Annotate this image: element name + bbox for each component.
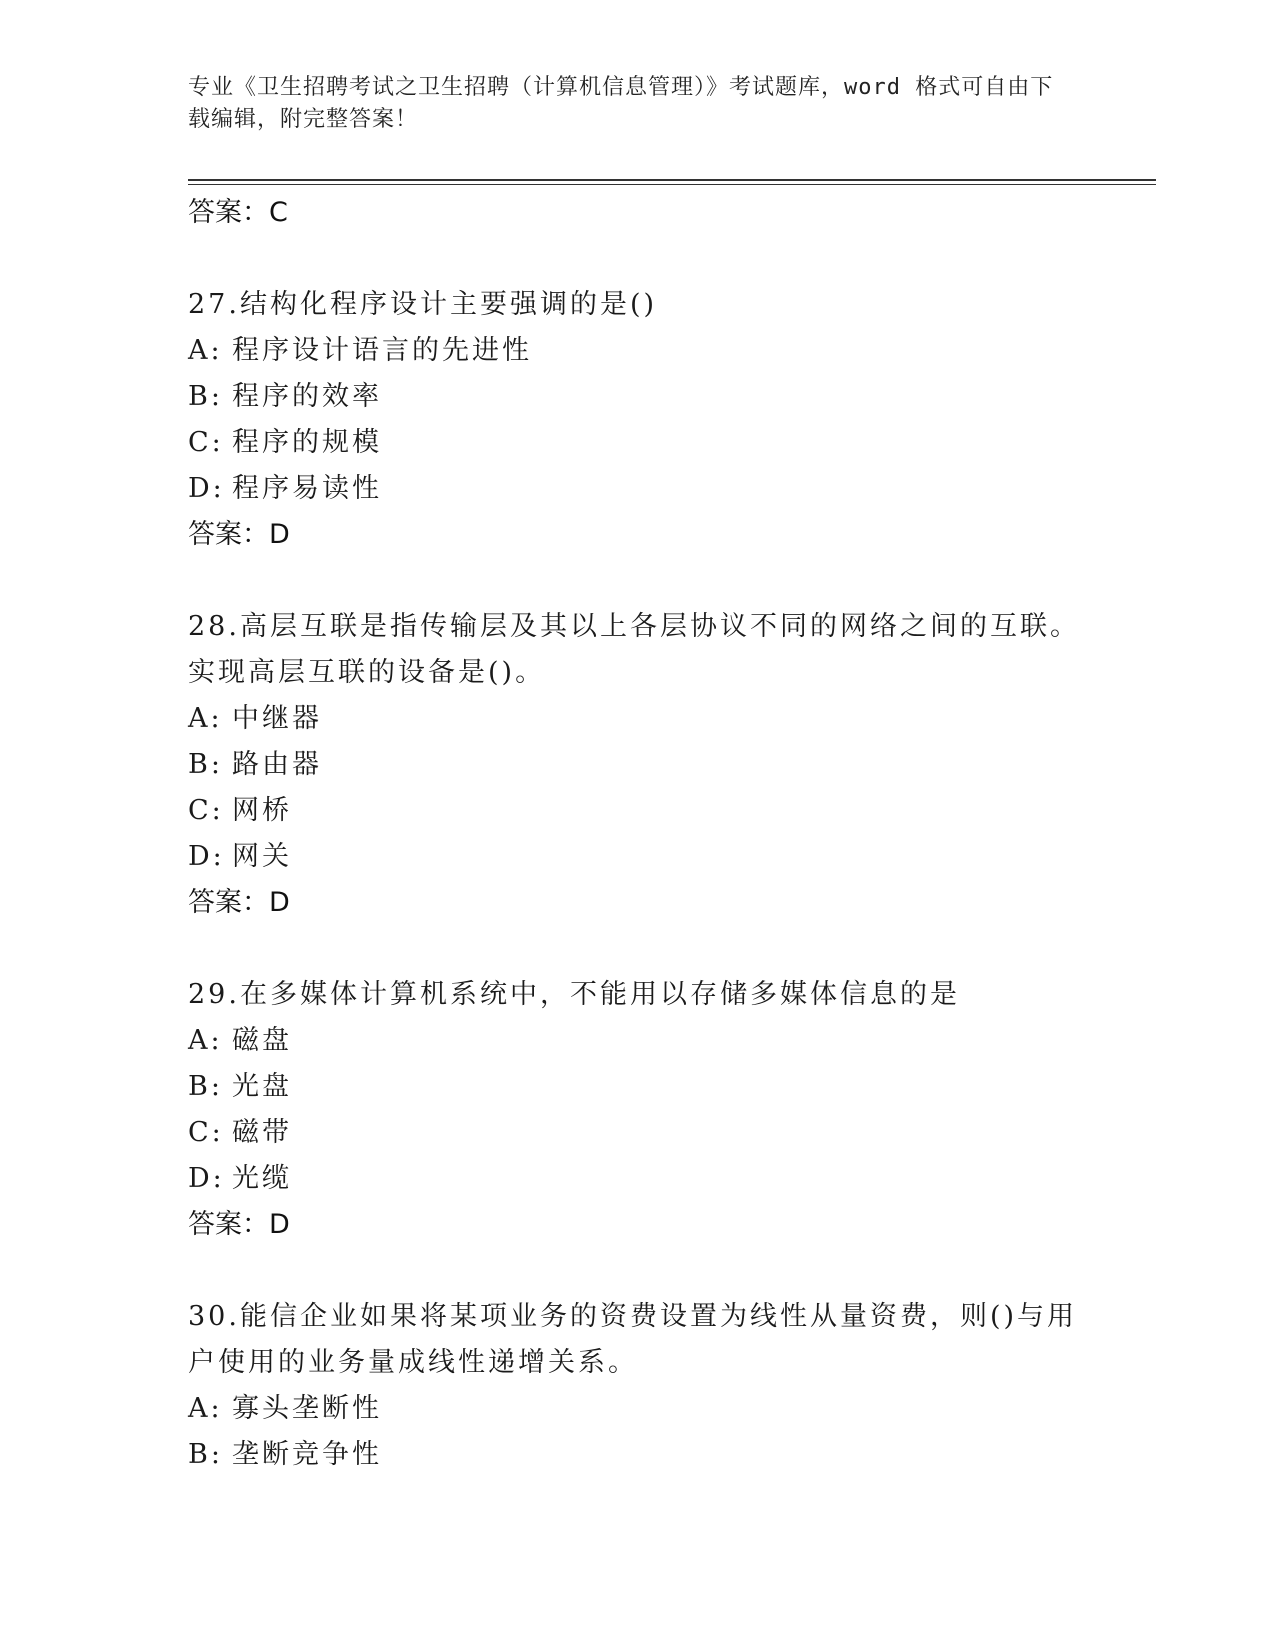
option-letter: B: [188,381,223,412]
question-text: 28.高层互联是指传输层及其以上各层协议不同的网络之间的互联。实现高层互联的设备是()。 [188,611,1080,688]
option-text: 光缆 [232,1163,292,1194]
option-letter: A: [188,1025,223,1056]
option-a [188,328,1088,374]
option-text: 磁带 [232,1117,292,1148]
option-a [188,1386,1088,1432]
option-text: 光盘 [232,1071,292,1102]
option-letter: A: [188,335,223,366]
option-letter: A: [188,703,223,734]
question-text: 27.结构化程序设计主要强调的是() [188,289,658,320]
option-d [188,834,1088,880]
option-letter: B: [188,749,223,780]
option-letter: D: [188,473,225,504]
option-text: 程序的规模 [232,427,382,458]
option-letter: A: [188,1393,223,1424]
question-block [188,1294,1088,1478]
option-text: 垄断竞争性 [232,1439,382,1470]
option-text: 程序的效率 [232,381,382,412]
option-letter: D: [188,1163,225,1194]
option-letter: D: [188,841,225,872]
question-block [188,282,1088,558]
option-d [188,1156,1088,1202]
option-text: 路由器 [232,749,322,780]
option-c [188,1110,1088,1156]
question-text: 30.能信企业如果将某项业务的资费设置为线性从量资费，则()与用户使用的业务量成线性递增关系。 [188,1301,1078,1378]
spacer [188,558,1088,604]
spacer [188,1248,1088,1294]
answer-line: 答案：C [188,197,288,228]
spacer [188,926,1088,972]
answer-line: 答案：D [188,887,290,918]
question-list [188,190,1088,1478]
option-letter: B: [188,1071,223,1102]
header-divider-thin [188,184,1156,185]
option-text: 程序设计语言的先进性 [232,335,532,366]
answer-line: 答案：D [188,1209,290,1240]
option-b [188,374,1088,420]
option-a [188,696,1088,742]
option-c [188,788,1088,834]
spacer [188,236,1088,282]
question-block [188,972,1088,1248]
option-b [188,1432,1088,1478]
option-letter: C: [188,1117,224,1148]
option-a [188,1018,1088,1064]
option-c [188,420,1088,466]
option-text: 磁盘 [232,1025,292,1056]
option-text: 寡头垄断性 [232,1393,382,1424]
option-letter: B: [188,1439,223,1470]
answer-line: 答案：D [188,519,290,550]
option-text: 中继器 [232,703,322,734]
document-header: 专业《卫生招聘考试之卫生招聘（计算机信息管理）》考试题库，word 格式可自由下载编辑，附完整答案！ [188,75,1054,132]
question-text: 29.在多媒体计算机系统中，不能用以存储多媒体信息的是 [188,979,960,1010]
option-text: 程序易读性 [232,473,382,504]
option-text: 网关 [232,841,292,872]
option-text: 网桥 [232,795,292,826]
option-b [188,1064,1088,1110]
option-d [188,466,1088,512]
option-b [188,742,1088,788]
option-letter: C: [188,427,224,458]
question-block [188,604,1088,926]
option-letter: C: [188,795,224,826]
header-divider [188,179,1156,181]
